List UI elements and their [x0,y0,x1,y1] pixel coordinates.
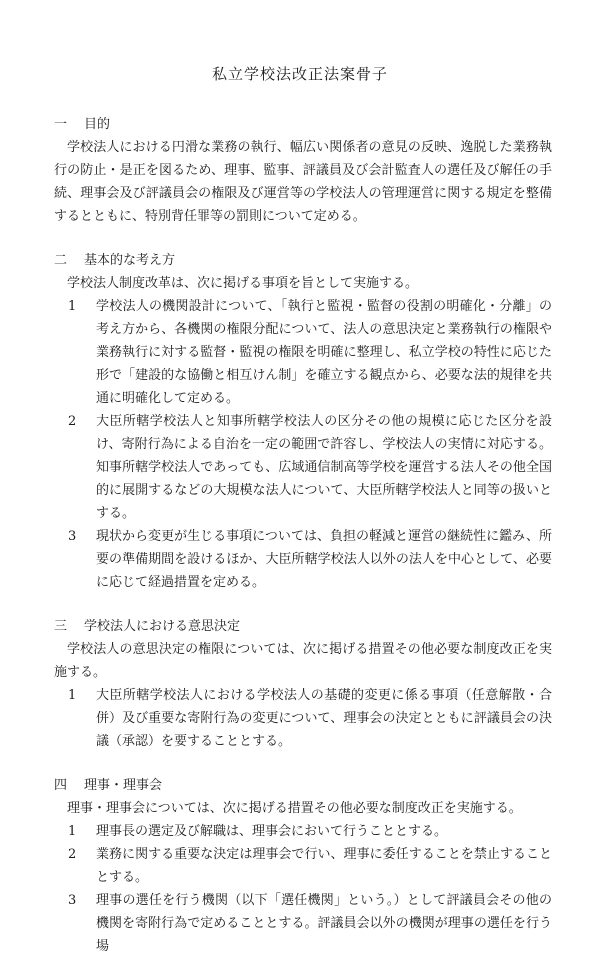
section-heading [48,250,552,272]
item-number: 1 [68,824,77,839]
item-text: 現状から変更が生じる事項については、負担の軽減と運営の継続性に鑑み、所要の準備期間を設けるほか、大臣所轄学校法人以外の法人を中心として、必要に応じて経過措置を定める。 [96,529,552,590]
list-item [48,525,552,594]
list-item [48,843,552,889]
list-item [48,820,552,843]
item-number: 1 [68,299,77,314]
section-directors-board [48,775,552,958]
item-text: 理事長の選定及び解職は、理事会において行うこととする。 [96,824,448,839]
section-heading-text: 目的 [84,117,111,132]
item-text: 大臣所轄学校法人における学校法人の基礎的変更に係る事項（任意解散・合併）及び重要な寄附行為の変更について、理事会の決定とともに評議員会の決議（承認）を要することとする。 [96,688,552,749]
section-basic-approach [48,250,552,594]
document-title: 私立学校法改正法案骨子 [211,65,388,83]
section-heading [48,775,552,797]
item-text: 理事の選任を行う機関（以下「選任機関」という。）として評議員会その他の機関を寄附行為で定めることとする。評議員会以外の機関が理事の選任を行う場 [96,893,552,954]
item-text: 学校法人の機関設計について、「執行と監視・監督の役割の明確化・分離」の考え方から、各機関の権限分配について、法人の意思決定と業務執行の権限や業務執行に対する監督・監視の権限を明確に整理し、私立学校の特性に応じた形で「建設的な協働と相互けん制」を確立する観点から、必要な法的規律を共通に明確化して定める。 [96,299,552,406]
section-purpose [48,114,552,228]
section-heading [48,616,552,638]
list-item [48,889,552,958]
item-number: 3 [68,529,77,544]
item-text: 大臣所轄学校法人と知事所轄学校法人の区分その他の規模に応じた区分を設け、寄附行為による自治を一定の範囲で許容し、学校法人の実情に対応する。知事所轄学校法人であっても、広域通信制高等学校を運営する法人その他全国的に展開するなどの大規模な法人について、大臣所轄学校法人と同等の扱いとする。 [96,414,552,521]
list-item [48,295,552,410]
section-intro: 学校法人制度改革は、次に掲げる事項を旨として実施する。 [67,276,419,291]
section-heading [48,114,552,136]
section-decision-making [48,616,552,753]
section-intro: 学校法人の意思決定の権限については、次に掲げる措置その他必要な制度改正を実施する。 [54,642,552,680]
item-text: 業務に関する重要な決定は理事会で行い、理事に委任することを禁止することとする。 [96,847,552,885]
section-intro: 理事・理事会については、次に掲げる措置その他必要な制度改正を実施する。 [67,801,522,816]
item-number: 3 [68,893,77,908]
section-number: 三 [54,619,68,634]
item-number: 2 [68,414,77,429]
item-number: 1 [68,688,77,703]
section-heading-text: 学校法人における意思決定 [84,619,241,634]
section-number: 一 [54,117,68,132]
list-item [48,684,552,753]
section-paragraph: 学校法人における円滑な業務の執行、幅広い関係者の意見の反映、逸脱した業務執行の防止・是正を図るため、理事、監事、評議員及び会計監査人の選任及び解任の手続、理事会及び評議員会の権限及び運営等の学校法人の管理運営に関する規定を整備するとともに、特別背任罪等の罰則について定める。 [54,140,552,224]
item-number: 2 [68,847,77,862]
section-number: 四 [54,778,68,793]
section-heading-text: 基本的な考え方 [84,253,176,268]
section-number: 二 [54,253,68,268]
list-item [48,410,552,525]
section-heading-text: 理事・理事会 [84,778,163,793]
